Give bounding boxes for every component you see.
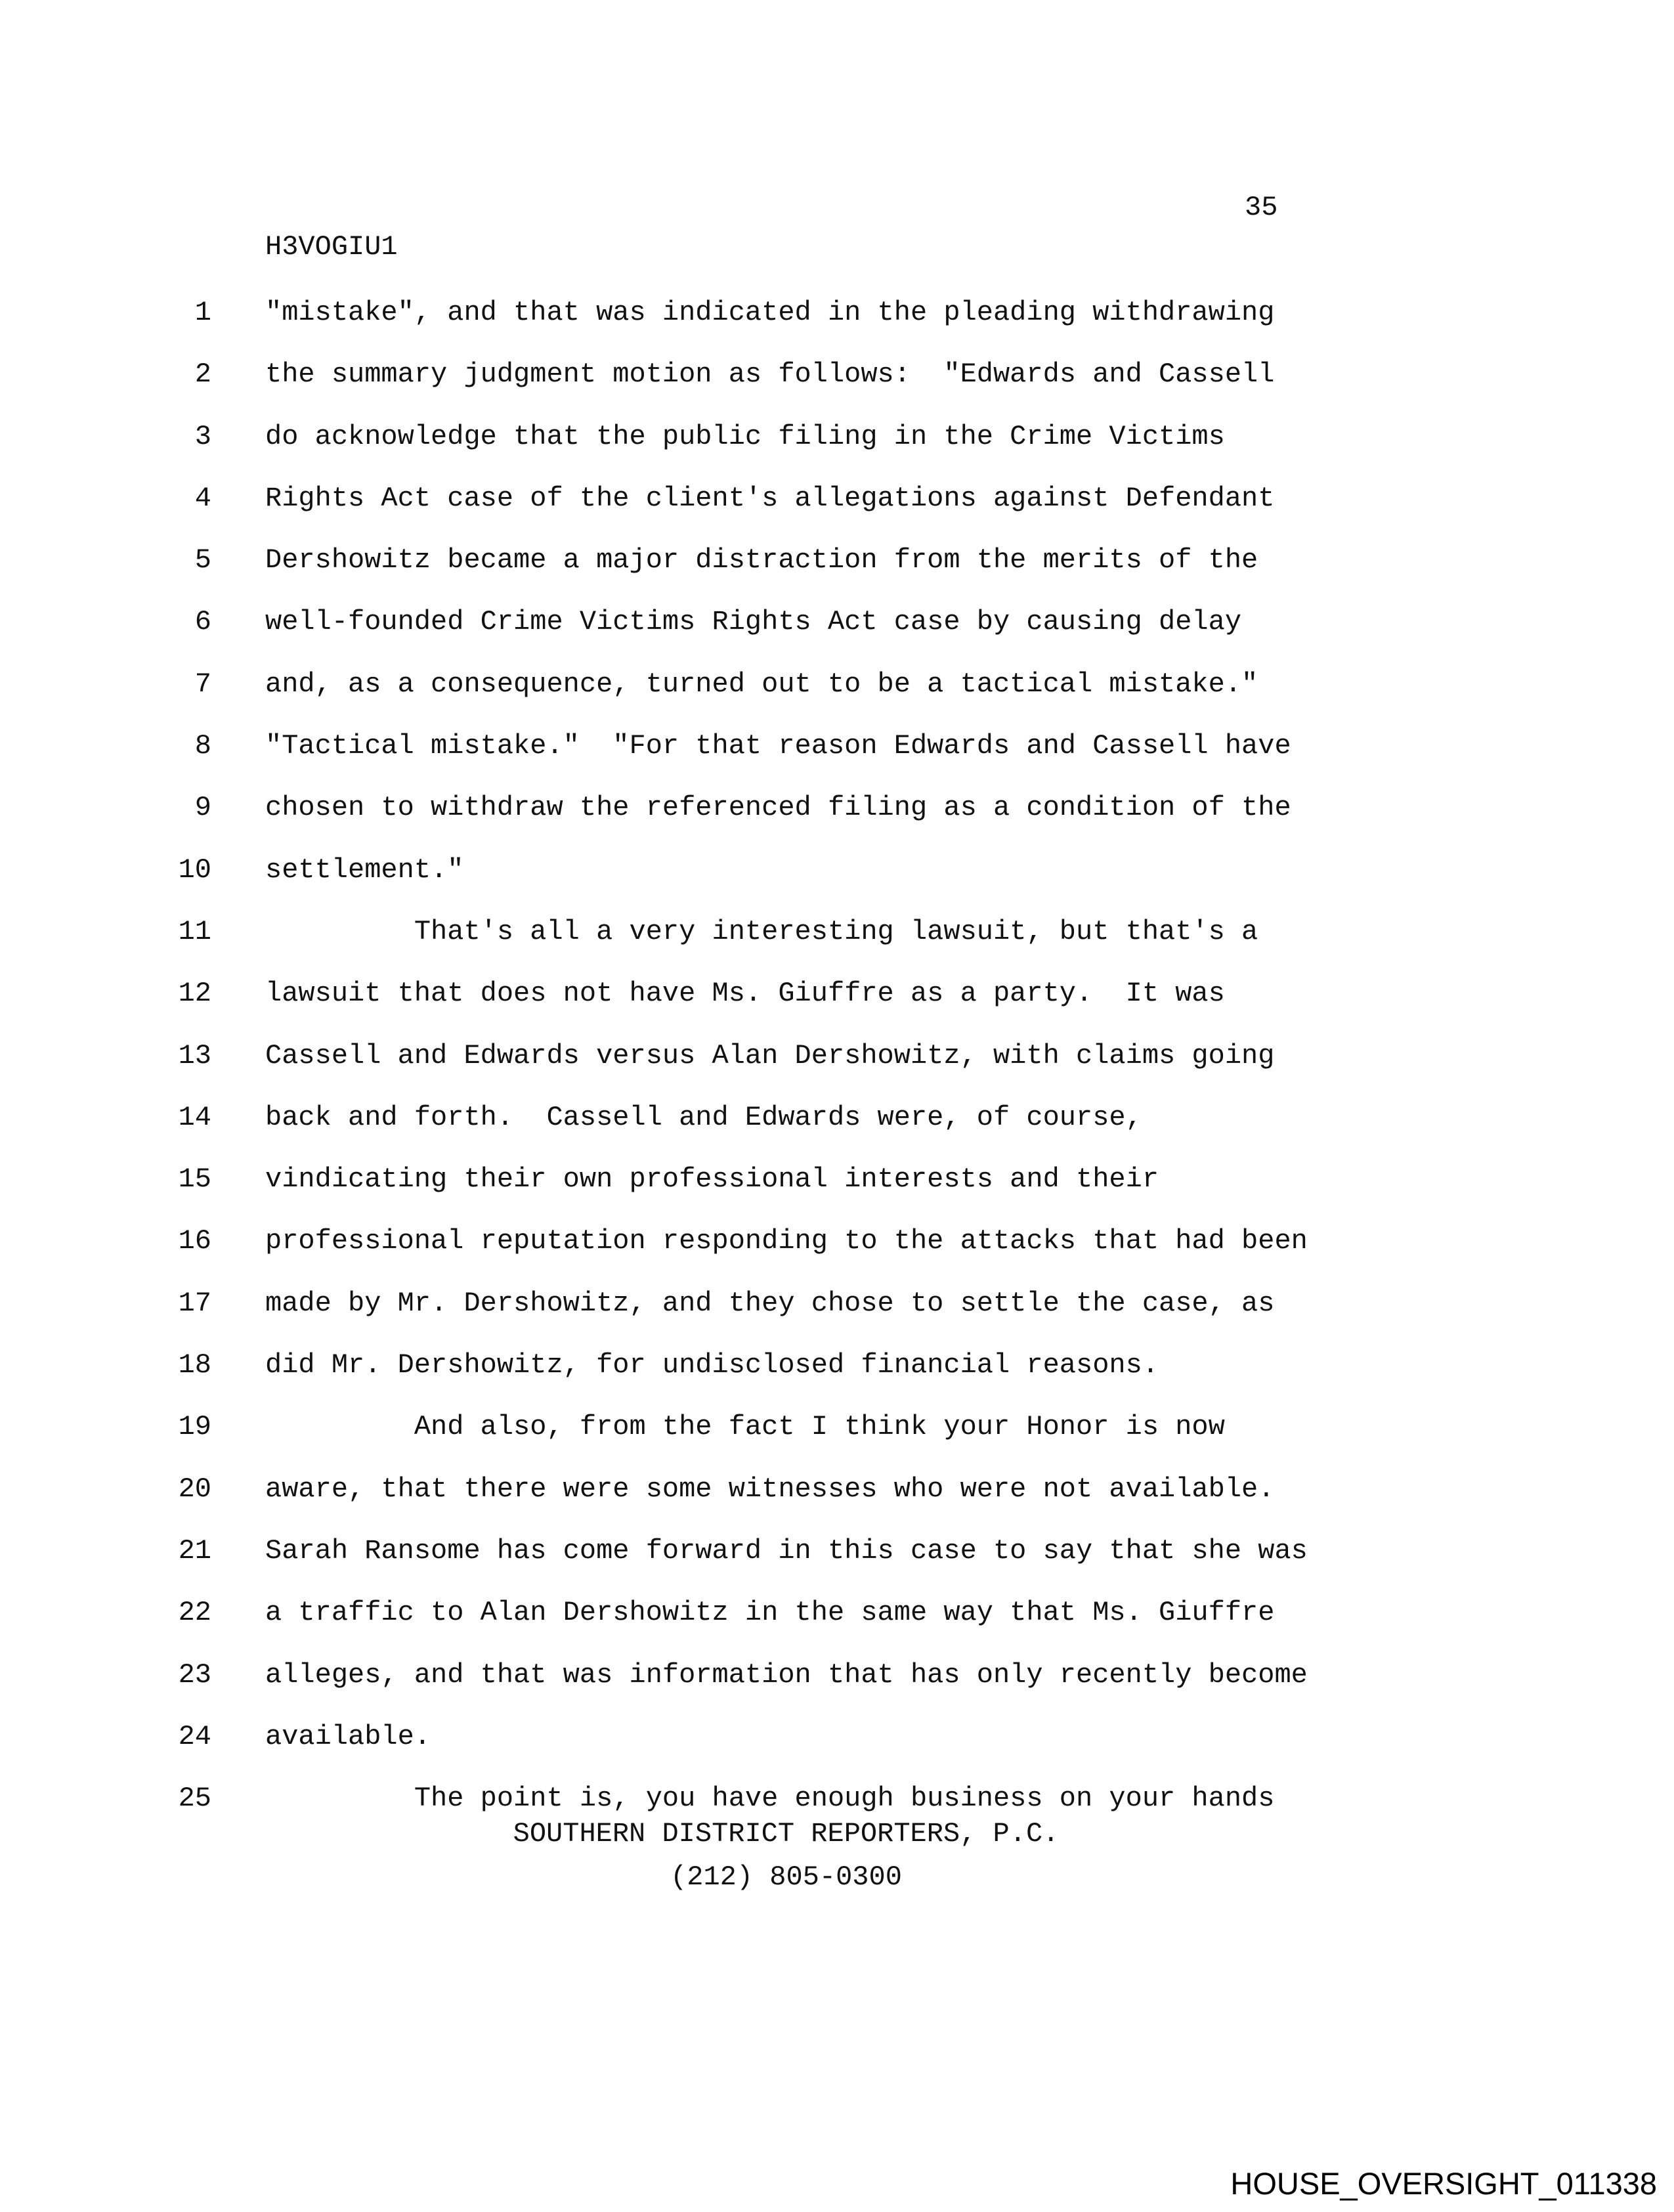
transcript-line bbox=[0, 1659, 1674, 1721]
reporter-name: SOUTHERN DISTRICT REPORTERS, P.C. bbox=[513, 1818, 1060, 1850]
line-number: 21 bbox=[178, 1534, 211, 1567]
line-text: Sarah Ransome has come forward in this case to say that she was bbox=[265, 1534, 1308, 1567]
transcript-line bbox=[0, 1102, 1674, 1163]
line-number: 12 bbox=[178, 978, 211, 1010]
line-number: 9 bbox=[194, 792, 211, 824]
transcript-line bbox=[0, 1163, 1674, 1225]
line-number: 17 bbox=[178, 1287, 211, 1319]
transcript-line bbox=[0, 1225, 1674, 1287]
transcript-line bbox=[0, 297, 1674, 358]
transcript-line bbox=[0, 1535, 1674, 1597]
line-number: 7 bbox=[194, 668, 211, 700]
transcript-line bbox=[0, 606, 1674, 668]
line-text: do acknowledge that the public filing in the Crime Victims bbox=[265, 420, 1225, 452]
line-text: That's all a very interesting lawsuit, but that's a bbox=[265, 915, 1258, 947]
transcript-line bbox=[0, 668, 1674, 730]
line-text: back and forth. Cassell and Edwards were, of course, bbox=[265, 1101, 1142, 1133]
transcript-body bbox=[0, 297, 1674, 1844]
transcript-line bbox=[0, 483, 1674, 544]
line-text: "Tactical mistake." "For that reason Edwards and Cassell have bbox=[265, 730, 1291, 762]
line-text: vindicating their own professional interests and their bbox=[265, 1163, 1159, 1196]
line-number: 3 bbox=[194, 420, 211, 452]
line-text: did Mr. Dershowitz, for undisclosed financial reasons. bbox=[265, 1349, 1159, 1381]
line-text: made by Mr. Dershowitz, and they chose to settle the case, as bbox=[265, 1287, 1275, 1319]
line-text: available. bbox=[265, 1720, 431, 1752]
bates-stamp: HOUSE_OVERSIGHT_011338 bbox=[1230, 2166, 1657, 2201]
transcript-line bbox=[0, 792, 1674, 854]
line-text: a traffic to Alan Dershowitz in the same way that Ms. Giuffre bbox=[265, 1597, 1275, 1629]
transcript-line bbox=[0, 854, 1674, 916]
line-number: 18 bbox=[178, 1349, 211, 1381]
transcript-line bbox=[0, 978, 1674, 1039]
transcript-line bbox=[0, 916, 1674, 978]
reporter-phone: (212) 805-0300 bbox=[670, 1861, 902, 1893]
line-number: 6 bbox=[194, 606, 211, 638]
line-number: 16 bbox=[178, 1225, 211, 1257]
page-number: 35 bbox=[1245, 192, 1278, 223]
line-text: settlement." bbox=[265, 854, 464, 886]
line-number: 23 bbox=[178, 1659, 211, 1691]
line-text: Rights Act case of the client's allegations against Defendant bbox=[265, 482, 1275, 514]
line-number: 22 bbox=[178, 1597, 211, 1629]
transcript-line bbox=[0, 1349, 1674, 1411]
transcript-line bbox=[0, 1040, 1674, 1102]
line-number: 2 bbox=[194, 358, 211, 391]
line-number: 15 bbox=[178, 1163, 211, 1196]
line-number: 4 bbox=[194, 482, 211, 514]
line-text: The point is, you have enough business on your hands bbox=[265, 1783, 1275, 1815]
line-text: And also, from the fact I think your Honor is now bbox=[265, 1411, 1225, 1443]
transcript-line bbox=[0, 358, 1674, 420]
line-number: 8 bbox=[194, 730, 211, 762]
line-text: the summary judgment motion as follows: "Edwards and Cassell bbox=[265, 358, 1275, 391]
line-number: 11 bbox=[178, 915, 211, 947]
line-text: chosen to withdraw the referenced filing as a condition of the bbox=[265, 792, 1291, 824]
line-text: well-founded Crime Victims Rights Act case by causing delay bbox=[265, 606, 1242, 638]
line-text: alleges, and that was information that has only recently become bbox=[265, 1659, 1308, 1691]
line-number: 13 bbox=[178, 1039, 211, 1072]
line-text: Dershowitz became a major distraction from the merits of the bbox=[265, 544, 1258, 576]
line-number: 1 bbox=[194, 297, 211, 328]
transcript-line bbox=[0, 1721, 1674, 1783]
transcript-line bbox=[0, 544, 1674, 606]
transcript-line bbox=[0, 421, 1674, 483]
line-number: 14 bbox=[178, 1101, 211, 1133]
line-number: 10 bbox=[178, 854, 211, 886]
line-number: 20 bbox=[178, 1473, 211, 1505]
line-number: 24 bbox=[178, 1720, 211, 1752]
transcript-header-id: H3VOGIU1 bbox=[265, 231, 398, 263]
line-number: 25 bbox=[178, 1783, 211, 1815]
line-text: aware, that there were some witnesses who were not available. bbox=[265, 1473, 1275, 1505]
transcript-line bbox=[0, 1597, 1674, 1659]
line-text: and, as a consequence, turned out to be a tactical mistake." bbox=[265, 668, 1258, 700]
line-text: lawsuit that does not have Ms. Giuffre as a party. It was bbox=[265, 978, 1225, 1010]
line-text: "mistake", and that was indicated in the pleading withdrawing bbox=[265, 297, 1275, 328]
line-text: Cassell and Edwards versus Alan Dershowitz, with claims going bbox=[265, 1039, 1275, 1072]
transcript-line bbox=[0, 730, 1674, 792]
line-number: 19 bbox=[178, 1411, 211, 1443]
transcript-line bbox=[0, 1288, 1674, 1349]
line-number: 5 bbox=[194, 544, 211, 576]
reporter-footer bbox=[265, 1812, 1307, 1899]
transcript-line bbox=[0, 1411, 1674, 1473]
line-text: professional reputation responding to the attacks that had been bbox=[265, 1225, 1308, 1257]
transcript-line bbox=[0, 1473, 1674, 1535]
